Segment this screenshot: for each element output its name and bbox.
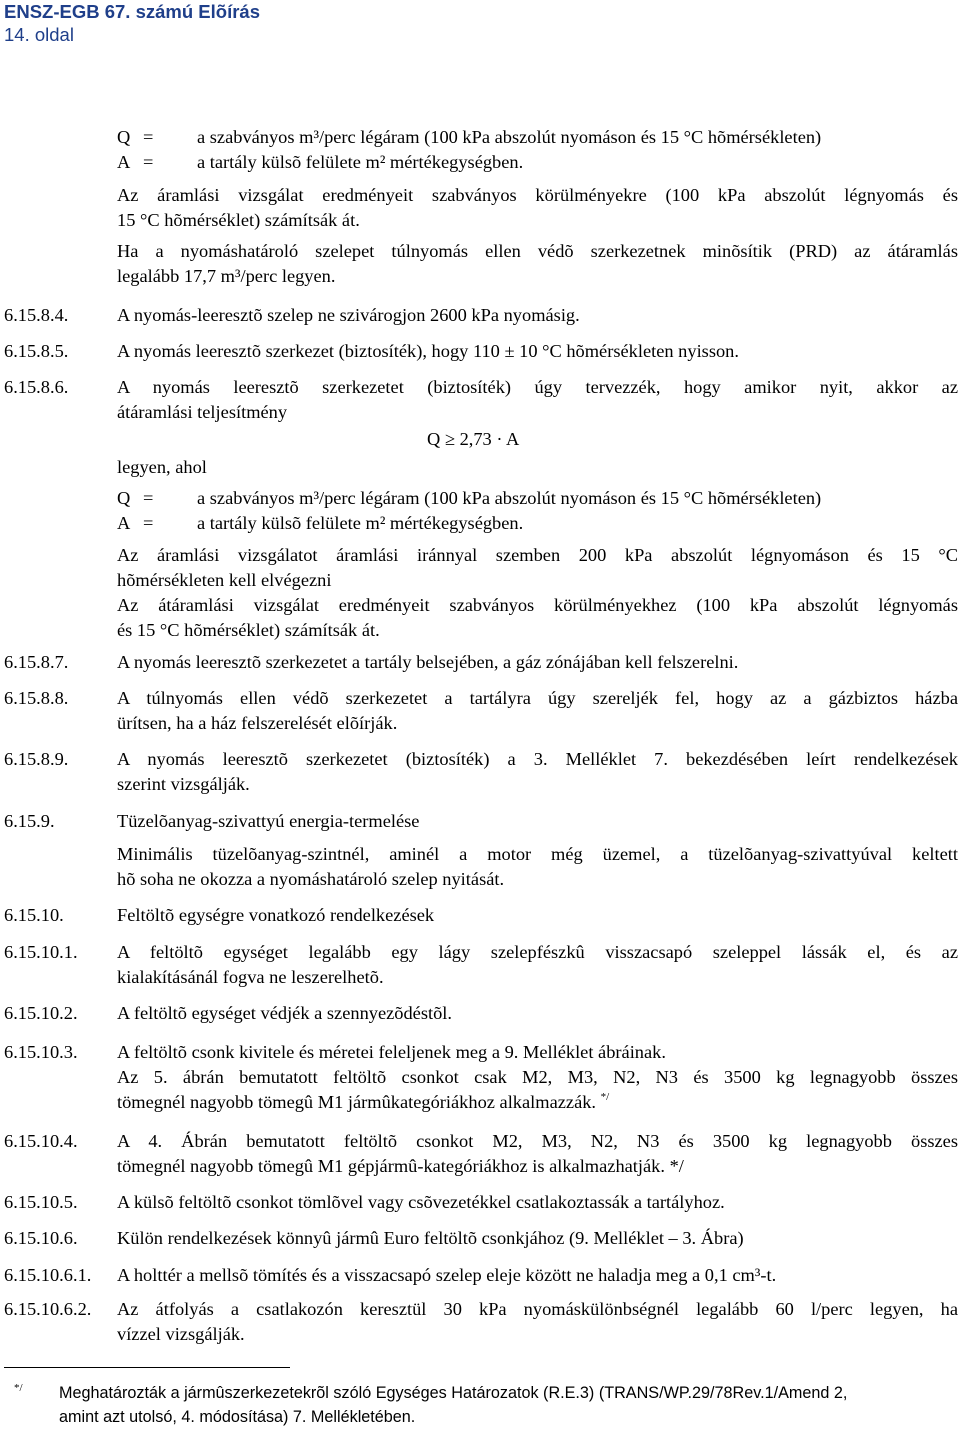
- definition-q: [117, 486, 821, 511]
- section-text: A nyomás-leeresztõ szelep ne szivárogjon 2600 kPa nyomásig.: [117, 305, 580, 325]
- section-paragraph: [117, 1297, 958, 1347]
- section-number: 6.15.8.9.: [4, 749, 69, 769]
- formula: Q ≥ 2,73 · A: [427, 429, 520, 449]
- definition-q-text: a szabványos m³/perc légáram (100 kPa abszolút nyomáson és 15 °C hõmérsékleten): [197, 127, 822, 147]
- document-title: ENSZ-EGB 67. számú Elõírás: [4, 1, 261, 22]
- section-number: 6.15.8.7.: [4, 652, 69, 672]
- section-number: 6.15.10.1.: [4, 942, 78, 962]
- section-number: 6.15.10.6.: [4, 1228, 78, 1248]
- text-line-body: tömegnél nagyobb tömegû M1 jármûkategóriákhoz alkalmazzák.: [117, 1092, 597, 1112]
- section-number: 6.15.10.6.2.: [4, 1299, 92, 1319]
- page-number: 14. oldal: [4, 24, 74, 45]
- section-number: 6.15.10.: [4, 905, 64, 925]
- section-number: 6.15.10.5.: [4, 1192, 78, 1212]
- section-title: Tüzelõanyag-szivattyú energia-termelése: [117, 811, 420, 831]
- section-number: 6.15.8.4.: [4, 305, 69, 325]
- text-line: szerint vizsgálják.: [117, 774, 250, 794]
- text-line: átáramlási teljesítmény: [117, 402, 288, 422]
- section-paragraph: [117, 842, 958, 892]
- equals-sign: =: [143, 513, 154, 533]
- equals-sign: =: [143, 488, 154, 508]
- text-line: Minimális tüzelõanyag-szintnél, aminél a motor még üzemel, a tüzelõanyag-szivattyúval keltett: [117, 844, 958, 864]
- footnote-divider: [4, 1367, 290, 1368]
- text-line: A túlnyomás ellen védõ szerkezetet a tartályra úgy szereljék fel, hogy az a gázbiztos házba: [117, 688, 958, 708]
- text-line: és 15 °C hõmérséklet) számítsák át.: [117, 620, 380, 640]
- section-number: 6.15.8.8.: [4, 688, 69, 708]
- definition-a-text: a tartály külsõ felülete m² mértékegységben.: [197, 513, 524, 533]
- section-number: 6.15.10.2.: [4, 1003, 78, 1023]
- text-line: Az átáramlási vizsgálat eredményeit szabványos körülményekhez (100 kPa abszolút légnyomás: [117, 595, 958, 615]
- section-text: Külön rendelkezések könnyû jármû Euro feltöltõ csonkjához (9. Melléklet – 3. Ábra): [117, 1228, 744, 1248]
- text-line: ürítsen, ha a ház felszerelését elõírják.: [117, 713, 398, 733]
- definition-a: A = a tartály külsõ felülete m² mértékegységben.: [117, 152, 524, 172]
- text-line: [117, 1090, 958, 1115]
- section-text: A külsõ feltöltõ csonkot tömlõvel vagy csõvezetékkel csatlakoztassák a tartályhoz.: [117, 1192, 725, 1212]
- text-line: A nyomás leeresztõ szerkezetet (biztosíték) úgy tervezzék, hogy amikor nyit, akkor az: [117, 377, 958, 397]
- section-paragraph: [117, 543, 958, 643]
- conversion-paragraph: [117, 183, 958, 233]
- definition-q: Q = a szabványos m³/perc légáram (100 kPa abszolút nyomáson és 15 °C hõmérsékleten): [117, 127, 822, 147]
- text-line: tömegnél nagyobb tömegû M1 gépjármû-kategóriákhoz is alkalmazhatják. */: [117, 1156, 684, 1176]
- section-text: A holttér a mellsõ tömítés és a visszacsapó szelep eleje között ne haladja meg a 0,1 cm³-t.: [117, 1265, 777, 1285]
- footnote-marker: */: [14, 1382, 23, 1394]
- text-line: 15 °C hõmérséklet) számítsák át.: [117, 210, 360, 230]
- section-number: 6.15.10.3.: [4, 1042, 78, 1062]
- definition-q-text: a szabványos m³/perc légáram (100 kPa abszolút nyomáson és 15 °C hõmérsékleten): [197, 488, 822, 508]
- section-paragraph: [117, 747, 958, 797]
- text-line: Az áramlási vizsgálat eredményeit szabványos körülményekre (100 kPa abszolút légnyomás és: [117, 185, 958, 205]
- footnote-text: [59, 1381, 959, 1429]
- symbol: A: [117, 513, 131, 533]
- footnote-line: Meghatározták a jármûszerkezetekrõl szóló Egységes Határozatok (R.E.3) (TRANS/WP.29/78Rev.1/Amend 2,: [59, 1384, 848, 1402]
- text-line: Az 5. ábrán bemutatott feltöltõ csonkot csak M2, M3, N2, N3 és 3500 kg legnagyobb összes: [117, 1067, 958, 1087]
- section-text: A nyomás leeresztõ szerkezet (biztosíték), hogy 110 ± 10 °C hõmérsékleten nyisson.: [117, 341, 739, 361]
- text-line: A nyomás leeresztõ szerkezetet (biztosíték) a 3. Melléklet 7. bekezdésében leírt rendelkezések: [117, 749, 958, 769]
- section-number: 6.15.10.4.: [4, 1131, 78, 1151]
- definition-a: [117, 511, 523, 536]
- page-header: [4, 0, 260, 46]
- section-number: 6.15.10.6.1.: [4, 1265, 92, 1285]
- definition-a-text: a tartály külsõ felülete m² mértékegységben.: [197, 152, 524, 172]
- text-line: vízzel vizsgálják.: [117, 1324, 245, 1344]
- footnote-reference[interactable]: */: [600, 1090, 610, 1103]
- section-paragraph: [117, 940, 958, 990]
- section-title: Feltöltõ egységre vonatkozó rendelkezések: [117, 905, 435, 925]
- text-line: A feltöltõ egységet legalább egy lágy szelepfészkû visszacsapó szeleppel lássák el, és az: [117, 942, 958, 962]
- section-number: 6.15.8.5.: [4, 341, 69, 361]
- text-line: legalább 17,7 m³/perc legyen.: [117, 266, 336, 286]
- section-text: A nyomás leeresztõ szerkezetet a tartály belsejében, a gáz zónájában kell felszerelni.: [117, 652, 739, 672]
- text-line: hõmérsékleten kell elvégezni: [117, 570, 332, 590]
- symbol: Q: [117, 488, 131, 508]
- text-line: Az áramlási vizsgálatot áramlási iránnyal szemben 200 kPa abszolút légnyomáson és 15 °C: [117, 545, 958, 565]
- section-text: A feltöltõ csonk kivitele és méretei feleljenek meg a 9. Melléklet ábráinak.: [117, 1042, 666, 1062]
- section-paragraph: [117, 375, 958, 425]
- prd-paragraph: [117, 239, 958, 289]
- section-text: A feltöltõ egységet védjék a szennyezõdéstõl.: [117, 1003, 453, 1023]
- text-line: Az átfolyás a csatlakozón keresztül 30 kPa nyomáskülönbségnél legalább 60 l/perc legyen, ha: [117, 1299, 958, 1319]
- text-line: hõ soha ne okozza a nyomáshatároló szelep nyitását.: [117, 869, 505, 889]
- section-paragraph: [117, 686, 958, 736]
- where-label: legyen, ahol: [117, 457, 207, 477]
- section-number: 6.15.9.: [4, 811, 55, 831]
- text-line: kialakításánál fogva ne leszerelhetõ.: [117, 967, 384, 987]
- text-line: A 4. Ábrán bemutatott feltöltõ csonkot M2, M3, N2, N3 és 3500 kg legnagyobb összes: [117, 1131, 958, 1151]
- section-paragraph: [117, 1065, 958, 1115]
- footnote-line: amint azt utolsó, 4. módosítása) 7. Mellékletében.: [59, 1408, 416, 1426]
- section-number: 6.15.8.6.: [4, 377, 69, 397]
- text-line: Ha a nyomáshatároló szelepet túlnyomás ellen védõ szerkezetnek minõsítik (PRD) az átáramlás: [117, 241, 958, 261]
- section-paragraph: [117, 1129, 958, 1179]
